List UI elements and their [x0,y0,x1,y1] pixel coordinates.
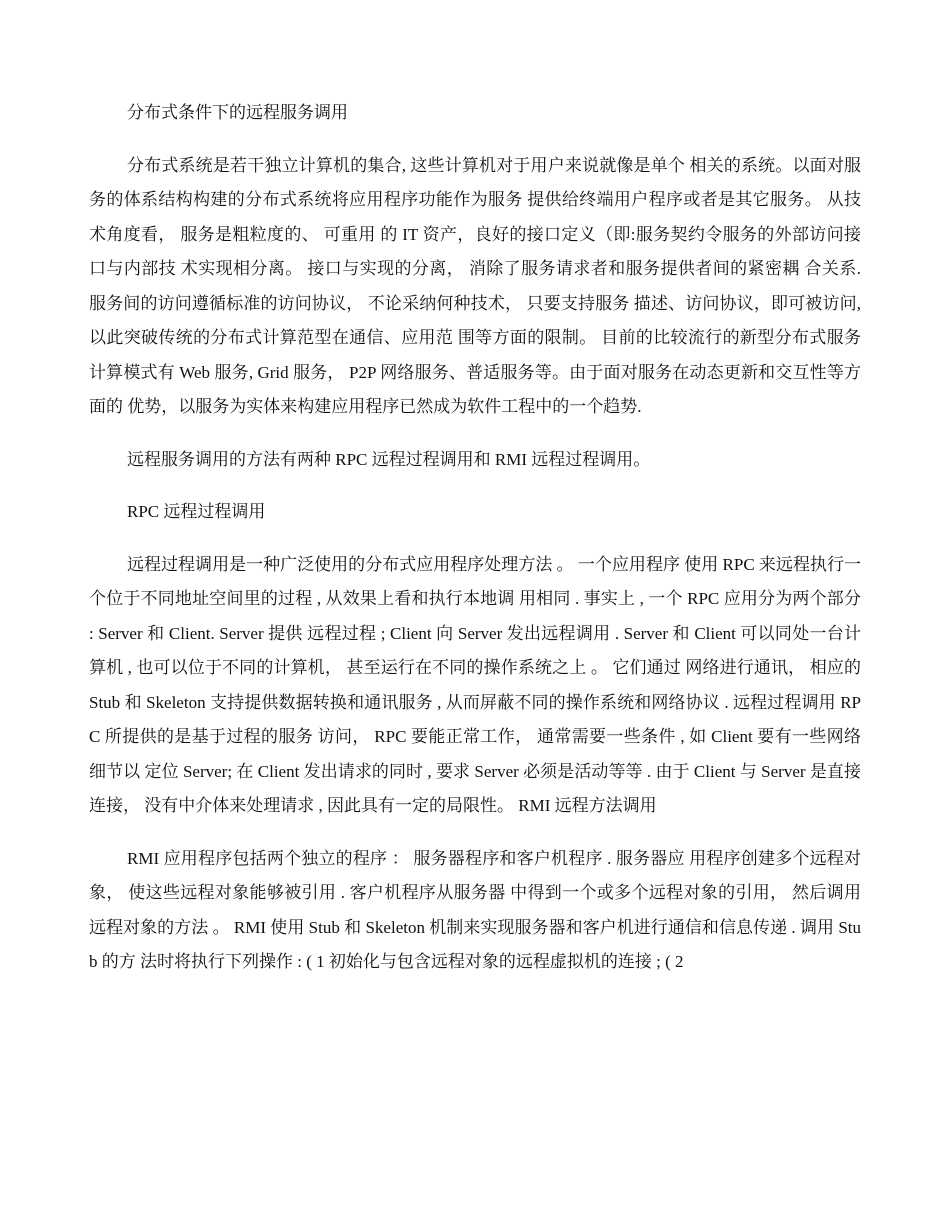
section-heading-distributed: 分布式条件下的远程服务调用 [127,103,348,122]
paragraph-invocation-methods: 远程服务调用的方法有两种 RPC 远程过程调用和 RMI 远程过程调用。 [127,449,651,469]
paragraph-rmi: RMI 应用程序包括两个独立的程序 ： 服务器程序和客户机程序 . 服务器应 用程序创建多个远程对象， 使这些远程对象能够被引用 . 客户机程序从服务器 中得到一个或多个远程对象的引用， 然后调用远程对象的方法 。 RMI 使用 Stub 和 Skeleton 机制来实现服务器和客户机进行通信和信息传递 . 调用 Stub 的方 法时将执行下列操作 : ( 1 初始化与包含远程对象的远程虚拟机的连接 ; ( 2 [89,848,861,971]
paragraph-rpc: 远程过程调用是一种广泛使用的分布式应用程序处理方法 。 一个应用程序 使用 RPC 来远程执行一个位于不同地址空间里的过程 , 从效果上看和执行本地调 用相同 . 事实上 , 一个 RPC 应用分为两个部分 : Server 和 Client. Server 提供 远程过程 ; Client 向 Server 发出远程调用 . Server 和 Client 可以同处一台计 算机 , 也可以位于不同的计算机， 甚至运行在不同的操作系统之上 。 它们通过 网络进行通讯， 相应的 Stub 和 Skeleton 支持提供数据转换和通讯服务 , 从而屏蔽不同的操作系统和网络协议 . 远程过程调用 RPC 所提供的是基于过程的服务 访问， RPC 要能正常工作， 通常需要一些条件 , 如 Client 要有一些网络细节以 定位 Server; 在 Client 发出请求的同时 , 要求 Server 必须是活动等等 . 由于 Client 与 Server 是直接连接， 没有中介体来处理请求 , 因此具有一定的局限性。 RMI 远程方法调用 [89,554,861,815]
document-body [89,96,861,980]
section-heading-rpc: RPC 远程过程调用 [127,502,266,521]
paragraph-distributed-systems: 分布式系统是若干独立计算机的集合, 这些计算机对于用户来说就像是单个 相关的系统。以面对服务的体系结构构建的分布式系统将应用程序功能作为服务 提供给终端用户程序或者是其它服务。 从技术角度看， 服务是粗粒度的、 可重用 的 IT 资产，良好的接口定义（即:服务契约令服务的外部访问接口与内部技 术实现相分离。 接口与实现的分离， 消除了服务请求者和服务提供者间的紧密耦 合关系. 服务间的访问遵循标准的访问协议， 不论采纳何种技术， 只要支持服务 描述、访问协议，即可被访问,以此突破传统的分布式计算范型在通信、应用范 围等方面的限制。 目前的比较流行的新型分布式服务计算模式有 Web 服务, Grid 服务， P2P 网络服务、普适服务等。由于面对服务在动态更新和交互性等方面的 优势，以服务为实体来构建应用程序已然成为软件工程中的一个趋势. [89,155,861,416]
